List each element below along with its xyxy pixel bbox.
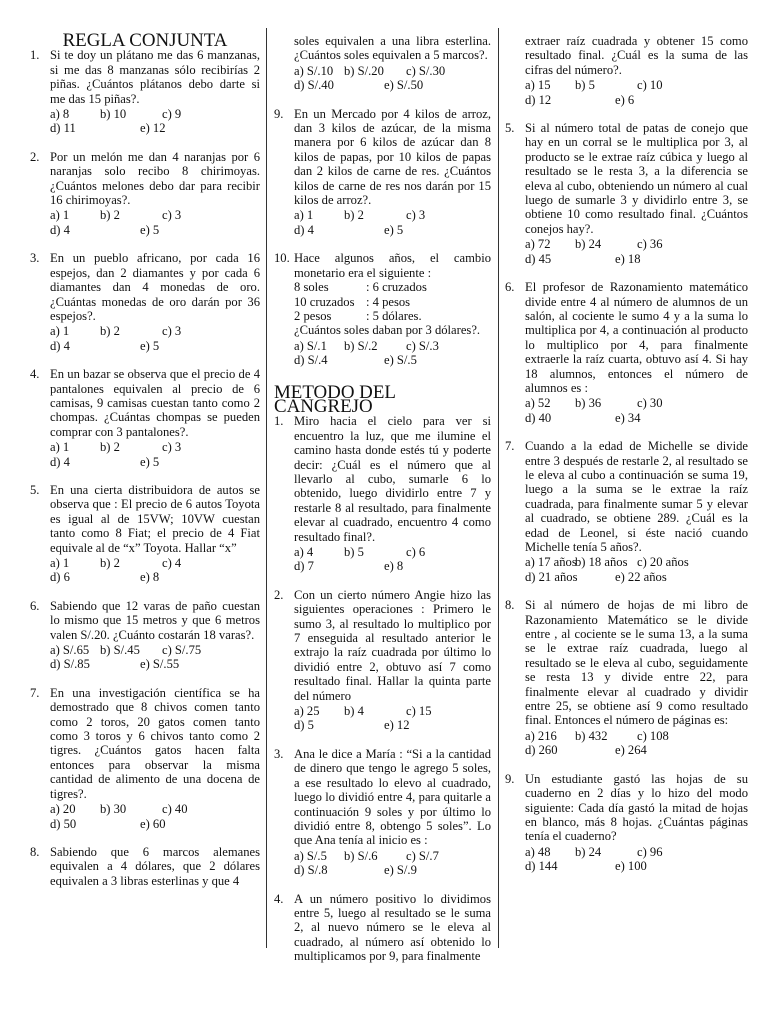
- option-c: c) S/.7: [406, 848, 439, 863]
- cangrejo-question-8: [505, 598, 748, 757]
- option-d: d) 6: [50, 570, 70, 585]
- option-d: d) S/.8: [294, 863, 328, 878]
- option-b: b) 18 años: [575, 555, 628, 570]
- option-b: b) 2: [100, 324, 120, 339]
- option-d: d) 4: [294, 222, 314, 237]
- question-number: 1.: [274, 414, 284, 429]
- cangrejo-question-1: [274, 414, 491, 573]
- option-a: a) 216: [525, 728, 557, 743]
- option-b: b) 36: [575, 396, 602, 411]
- answer-options: [294, 339, 491, 368]
- option-b: b) S/.45: [100, 643, 140, 658]
- answer-options: [525, 78, 748, 107]
- option-c: c) 15: [406, 704, 432, 719]
- cangrejo-question-6: [505, 280, 748, 425]
- option-a: a) 25: [294, 704, 320, 719]
- question-text: Miro hacia el cielo para ver si encuentro la luz, que me ilumine el camino hasta donde estés tú y poderte decir: ¿Cuál es el número que al llevarlo al cubo, sumarle 6 lo obtenido, luego dividirlo entre 7 y restarle 8 al resultado, para finalmente elevar al cuadrado, encuentro 4 como resultado final?.: [294, 414, 491, 544]
- option-a: a) 1: [50, 324, 70, 339]
- question-text: En un pueblo africano, por cada 16 espejos, dan 2 diamantes y por cada 6 diamantes dan 4 monedas de oro. ¿Cuántas monedas de oro darán por 36 espejos?.: [50, 251, 260, 323]
- option-e: e) 6: [615, 92, 635, 107]
- option-b: b) 2: [344, 208, 364, 223]
- option-b: b) S/.6: [344, 848, 378, 863]
- cangrejo-question-4-continued: [505, 34, 748, 107]
- option-b: b) 30: [100, 802, 127, 817]
- option-e: e) S/.5: [384, 353, 417, 368]
- question-number: 4.: [274, 891, 284, 906]
- option-b: b) 4: [344, 704, 364, 719]
- answer-options: [50, 208, 260, 237]
- option-a: a) S/.1: [294, 338, 327, 353]
- option-b: b) 2: [100, 208, 120, 223]
- option-c: c) 3: [162, 324, 182, 339]
- option-d: d) 7: [294, 559, 314, 574]
- option-e: e) S/.9: [384, 863, 417, 878]
- answer-options: [525, 729, 748, 758]
- question-text: Si al número de hojas de mi libro de Razonamiento Matemático se le divide entre , al cociente se le suma 13, a la suma se le extrae raíz cuadrada, luego al resultado se le eleva al cubo, seguidamente se resta 13 y divide entre 22, para finalmente elevar al cuadrado y dividir entre 25, se obtiene así 9 como resultado final. Entonces el número de páginas es:: [525, 598, 748, 728]
- option-b: b) 5: [575, 78, 595, 93]
- question-text: En una cierta distribuidora de autos se observa que : El precio de 6 autos Toyota es igual al de 15VW; 10VW cuestan tanto como 8 Fiat; el precio de 4 Fiat equivale al de “x” Toyota. Hallar “x”: [50, 482, 260, 555]
- column-3: [505, 34, 748, 888]
- question-number: 5.: [505, 121, 515, 136]
- option-a: a) 1: [50, 440, 70, 455]
- option-a: a) 20: [50, 802, 76, 817]
- option-d: d) 11: [50, 121, 76, 136]
- exchange-right: : 6 cruzados: [366, 280, 427, 295]
- option-b: b) 5: [344, 545, 364, 559]
- option-b: b) S/.2: [344, 338, 378, 353]
- option-e: e) 12: [384, 718, 410, 733]
- exchange-row: [294, 295, 491, 309]
- option-c: c) 3: [162, 440, 182, 455]
- option-d: d) 4: [50, 222, 70, 237]
- cangrejo-question-5: [505, 121, 748, 266]
- exchange-left: 10 cruzados: [294, 294, 355, 309]
- option-a: a) 15: [525, 78, 551, 93]
- option-e: e) 5: [140, 338, 160, 353]
- question-number: 9.: [274, 106, 284, 121]
- question-text: En un bazar se observa que el precio de 4 pantalones equivalen al precio de 6 camisas, 9 camisas cuestan tanto como 2 chompas. ¿Cuántas chompas se pueden comprar con 3 pantalones?.: [50, 367, 260, 439]
- column-divider: [266, 28, 267, 948]
- option-c: c) 3: [406, 208, 426, 223]
- option-b: b) 24: [575, 237, 602, 252]
- question-3: [30, 251, 260, 353]
- option-d: d) 4: [50, 338, 70, 353]
- option-e: e) 100: [615, 859, 647, 874]
- option-d: d) S/.85: [50, 657, 90, 672]
- question-number: 5.: [30, 482, 40, 497]
- answer-options: [50, 324, 260, 353]
- answer-options: [50, 556, 260, 585]
- option-c: c) S/.30: [406, 63, 446, 78]
- question-number: 9.: [505, 771, 515, 786]
- option-a: a) 48: [525, 844, 551, 859]
- option-a: a) 1: [50, 556, 70, 570]
- option-e: e) 8: [384, 559, 404, 574]
- option-a: a) 4: [294, 545, 314, 559]
- column-divider: [498, 28, 499, 948]
- question-number: 2.: [274, 587, 284, 602]
- question-8: [30, 845, 260, 888]
- question-number: 8.: [30, 844, 40, 859]
- answer-options: [525, 845, 748, 874]
- cangrejo-question-2: [274, 588, 491, 733]
- option-c: c) 10: [637, 78, 663, 93]
- question-text: Ana le dice a María : “Si a la cantidad de dinero que tengo le agrego 5 soles, a ese resultado lo elevo al cuadrado, luego lo dividió entre 4, para quitarle a continuación 9 soles y por último lo dividió entre 8, obtengo 5 soles”. Lo que Ana tenía al inicio es :: [294, 746, 491, 848]
- option-d: d) 4: [50, 454, 70, 469]
- option-c: c) 4: [162, 556, 182, 570]
- option-d: d) 45: [525, 251, 552, 266]
- question-5: [30, 483, 260, 585]
- option-b: b) S/.20: [344, 63, 384, 78]
- answer-options: [525, 396, 748, 425]
- option-c: c) 96: [637, 844, 663, 859]
- question-text: soles equivalen a una libra esterlina. ¿Cuántos soles equivalen a 5 marcos?.: [294, 34, 491, 63]
- question-text: El profesor de Razonamiento matemático divide entre 4 al número de alumnos de un salón, al cociente le sumo 4 y a la suma lo multiplica por 4, a continuación al producto lo multiplico por 4, para finalmente extraerle la raíz cuarta, obtuvo así 4. Si hay 18 alumnos, entonces el número de alumnos es :: [525, 280, 748, 395]
- question-text: Por un melón me dan 4 naranjas por 6 naranjas solo recibo 8 chirimoyas. ¿Cuántos melones debo dar para recibir 16 chirimoyas?.: [50, 149, 260, 208]
- option-e: e) 22 años: [615, 569, 667, 584]
- option-a: a) 1: [50, 208, 70, 223]
- option-c: c) S/.3: [406, 338, 439, 353]
- question-text: A un número positivo lo dividimos entre 5, luego al resultado se le suma 2, al nuevo número se le eleva al cuadrado, al número así obtenido lo multiplicamos por 9, para finalmente: [294, 891, 491, 964]
- exchange-left: 2 pesos: [294, 308, 332, 323]
- answer-options: [294, 545, 491, 574]
- column-1: [30, 30, 260, 902]
- option-c: c) 3: [162, 208, 182, 223]
- option-e: e) 8: [140, 570, 160, 585]
- question-text: Si al número total de patas de conejo que hay en un corral se le multiplica por 3, al producto se le extrae raíz cúbica y luego al resultado se le resta 3, a la diferencia se eleva al cubo, obteniendo un número al cual luego de sumarle 3 y dividirlo entre 3, se obtiene 10 como resultado final. ¿Cuántos conejos hay?.: [525, 121, 748, 236]
- option-e: e) 60: [140, 816, 166, 831]
- question-text: En un Mercado por 4 kilos de arroz, dan 3 kilos de azúcar, de la misma manera por 6 kilos de azúcar dan 8 kilos de papas, por 10 kilos de papas dan 2 kilos de carne de res. ¿Cuántos kilos de carne de res nos darán por 15 kilos de arroz?.: [294, 106, 491, 208]
- option-b: b) 2: [100, 440, 120, 455]
- option-e: e) 12: [140, 121, 166, 136]
- option-d: d) 144: [525, 859, 558, 874]
- exchange-right: : 5 dólares.: [366, 308, 422, 323]
- option-d: d) S/.40: [294, 78, 334, 93]
- question-7: [30, 686, 260, 831]
- option-a: a) S/.10: [294, 63, 334, 78]
- section-title-regla-conjunta: REGLA CONJUNTA: [62, 30, 228, 51]
- question-number: 6.: [30, 598, 40, 613]
- answer-options: [50, 440, 260, 469]
- option-e: e) S/.50: [384, 78, 424, 93]
- answer-options: [50, 107, 260, 136]
- option-e: e) S/.55: [140, 657, 180, 672]
- option-d: d) 40: [525, 410, 552, 425]
- option-c: c) 9: [162, 107, 182, 122]
- option-c: c) 30: [637, 396, 663, 411]
- option-d: d) S/.4: [294, 353, 328, 368]
- option-e: e) 5: [140, 222, 160, 237]
- option-a: a) 17 años: [525, 555, 577, 570]
- question-text: Hace algunos años, el cambio monetario era el siguiente :: [294, 251, 491, 280]
- question-text: Un estudiante gastó las hojas de su cuaderno en 2 días y lo hizo del modo siguiente: Cada día gastó la mitad de hojas en blanco, más 8 hojas. ¿Cuántas páginas tenía el cuaderno?: [525, 771, 748, 844]
- question-number: 4.: [30, 367, 40, 382]
- section-title-metodo-cangrejo: METODO DEL CANGREJO: [274, 381, 396, 417]
- option-c: c) 40: [162, 802, 188, 817]
- option-e: e) 264: [615, 743, 647, 758]
- cangrejo-question-7: [505, 439, 748, 584]
- question-number: 6.: [505, 280, 515, 295]
- option-b: b) 24: [575, 844, 602, 859]
- question-text: extraer raíz cuadrada y obtener 15 como resultado final. ¿Cuál es la suma de las cifras del número?.: [525, 34, 748, 77]
- question-text: Sabiendo que 12 varas de paño cuestan lo mismo que 15 metros y que 6 metros valen S/.20. ¿Cuánto costarán 18 varas?.: [50, 598, 260, 642]
- exchange-right: : 4 pesos: [366, 294, 411, 309]
- option-c: c) 36: [637, 237, 663, 252]
- option-a: a) 1: [294, 208, 314, 223]
- option-e: e) 34: [615, 410, 641, 425]
- question-number: 8.: [505, 598, 515, 613]
- option-a: a) 72: [525, 237, 551, 252]
- answer-options: [294, 208, 491, 237]
- option-c: c) 6: [406, 545, 426, 559]
- option-d: d) 260: [525, 743, 558, 758]
- option-d: d) 50: [50, 816, 77, 831]
- question-number: 1.: [30, 48, 40, 63]
- answer-options: [50, 802, 260, 831]
- question-number: 2.: [30, 149, 40, 164]
- option-a: a) S/.5: [294, 848, 327, 863]
- option-a: a) 52: [525, 396, 551, 411]
- option-a: a) S/.65: [50, 643, 90, 658]
- option-a: a) 8: [50, 107, 70, 122]
- exchange-row: [294, 280, 491, 294]
- question-8-continued: [274, 34, 491, 93]
- option-b: b) 2: [100, 556, 120, 570]
- option-d: d) 21 años: [525, 569, 578, 584]
- exchange-row: [294, 309, 491, 323]
- exchange-left: 8 soles: [294, 280, 329, 295]
- answer-options: [294, 64, 491, 93]
- question-4: [30, 367, 260, 469]
- option-c: c) 108: [637, 728, 669, 743]
- option-b: b) 10: [100, 107, 127, 122]
- question-2: [30, 150, 260, 237]
- option-e: e) 5: [384, 222, 404, 237]
- option-e: e) 18: [615, 251, 641, 266]
- question-10: [274, 251, 491, 367]
- question-1: [30, 48, 260, 135]
- answer-options: [525, 237, 748, 266]
- option-d: d) 12: [525, 92, 552, 107]
- answer-options: [294, 704, 491, 733]
- cangrejo-question-9: [505, 772, 748, 874]
- cangrejo-question-3: [274, 747, 491, 878]
- option-b: b) 432: [575, 728, 608, 743]
- option-c: c) 20 años: [637, 555, 689, 570]
- answer-options: [50, 643, 260, 672]
- option-d: d) 5: [294, 718, 314, 733]
- answer-options: [294, 849, 491, 878]
- question-number: 7.: [505, 439, 515, 454]
- question-6: [30, 599, 260, 672]
- question-text: Si te doy un plátano me das 6 manzanas, si me das 8 manzanas sólo recibirías 2 piñas. ¿Cuántos plátanos debo darte si me das 15 piñas?.: [50, 48, 260, 106]
- question-9: [274, 107, 491, 238]
- question-ask: ¿Cuántos soles daban por 3 dólares?.: [294, 323, 481, 338]
- question-number: 7.: [30, 685, 40, 700]
- question-text: En una investigación científica se ha demostrado que 8 chivos comen tanto como 2 toros, 20 gatos comen tanto como 3 toros y 6 chivos tanto como 2 tigres. ¿Cuántos gatos hacen falta entonces para observar la misma cantidad de alimento de una docena de tigres?.: [50, 685, 260, 801]
- question-text: Con un cierto número Angie hizo las siguientes operaciones : Primero le sumo 3, al resultado lo multiplico por 7 enseguida al resultado anterior le extrajo la raíz cuadrada por último lo dividió entre 2, obtuvo así 7 como resultado final. Hallar la quinta parte del número: [294, 587, 491, 703]
- cangrejo-question-4: [274, 892, 491, 964]
- question-text: Sabiendo que 6 marcos alemanes equivalen a 4 dólares, que 2 dólares equivalen a 3 libras esterlinas y que 4: [50, 844, 260, 888]
- option-c: c) S/.75: [162, 643, 202, 658]
- question-number: 3.: [274, 746, 284, 761]
- question-number: 3.: [30, 251, 40, 266]
- answer-options: [525, 555, 748, 584]
- question-number: 10.: [274, 251, 290, 266]
- column-2: [274, 34, 491, 978]
- question-text: Cuando a la edad de Michelle se divide entre 3 después de restarle 2, al resultado se le eleva al cubo a continuación se suma 19, luego a la suma se le extrae la raíz cuadrada, para finalmente sumar 5 y elevar al cuadrado, se obtiene 289. ¿Cuál es la edad de Leonel, si éste nació cuando Michelle tenía 5 años?.: [525, 439, 748, 554]
- option-e: e) 5: [140, 454, 160, 469]
